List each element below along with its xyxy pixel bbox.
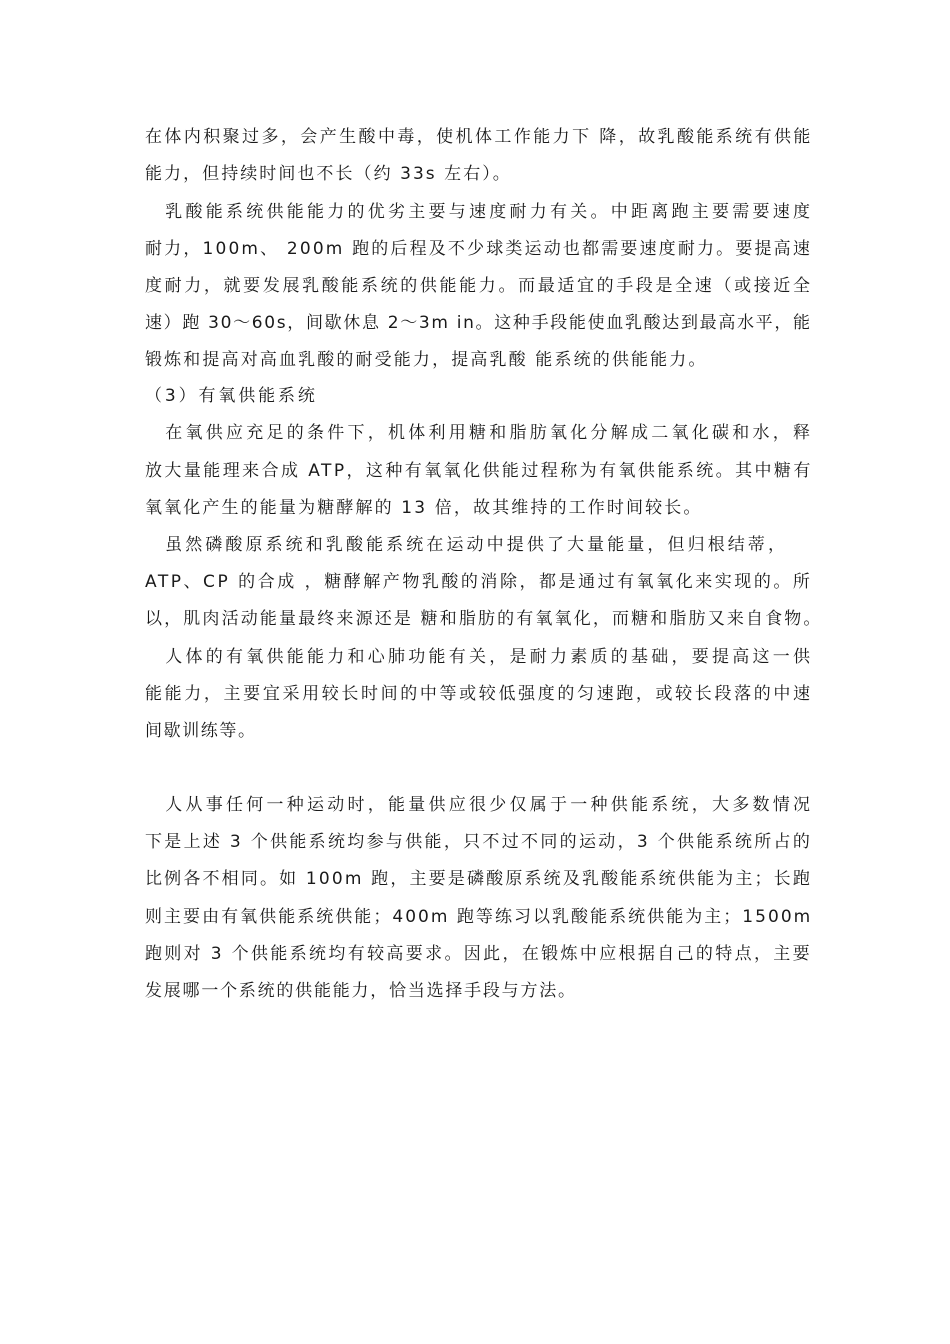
text-line: 则主要由有氧供能系统供能；400m 跑等练习以乳酸能系统供能为主；1500m (145, 907, 813, 927)
text-line: 放大量能理来合成 ATP，这种有氧氧化供能过程称为有氧供能系统。其中糖有 (145, 461, 813, 481)
text-line: 比例各不相同。如 100m 跑，主要是磷酸原系统及乳酸能系统供能为主；长跑 (145, 869, 812, 889)
text-line: 以，肌肉活动能量最终来源还是 糖和脂肪的有氧氧化，而糖和脂肪又来自食物。 (145, 609, 823, 629)
text-line: 间歇训练等。 (145, 721, 257, 741)
section-heading: （3）有氧供能系统 (145, 386, 318, 406)
text-line: 速）跑 30～60s，间歇休息 2～3m in。这种手段能使血乳酸达到最高水平，能 (145, 313, 812, 333)
text-line: 人体的有氧供能能力和心肺功能有关，是耐力素质的基础，要提高这一供 (145, 647, 814, 667)
text-line: ATP、CP 的合成 ，糖酵解产物乳酸的消除，都是通过有氧氧化来实现的。所 (145, 572, 813, 592)
text-line: 氧氧化产生的能量为糖酵解的 13 倍，故其维持的工作时间较长。 (145, 498, 703, 518)
text-line: 乳酸能系统供能能力的优劣主要与速度耐力有关。中距离跑主要需要速度 (145, 202, 814, 222)
text-line: 在体内积聚过多，会产生酸中毒，使机体工作能力下 降，故乳酸能系统有供能 (145, 127, 813, 147)
text-line: 虽然磷酸原系统和乳酸能系统在运动中提供了大量能量，但归根结蒂， (145, 535, 789, 555)
text-line: 度耐力，就要发展乳酸能系统的供能能力。而最适宜的手段是全速（或接近全 (145, 276, 813, 296)
text-line: 在氧供应充足的条件下，机体利用糖和脂肪氧化分解成二氧化碳和水，释 (145, 423, 814, 443)
text-line: 跑则对 3 个供能系统均有较高要求。因此，在锻炼中应根据自己的特点，主要 (145, 944, 812, 964)
text-line: 能能力，主要宜采用较长时间的中等或较低强度的匀速跑，或较长段落的中速 (145, 684, 813, 704)
text-line: 下是上述 3 个供能系统均参与供能，只不过不同的运动，3 个供能系统所占的 (145, 832, 813, 852)
text-line: 发展哪一个系统的供能能力，恰当选择手段与方法。 (145, 981, 577, 1001)
text-line: 人从事任何一种运动时，能量供应很少仅属于一种供能系统，大多数情况 (145, 795, 814, 815)
text-line: 锻炼和提高对高血乳酸的耐受能力，提高乳酸 能系统的供能能力。 (145, 350, 708, 370)
text-line: 能力，但持续时间也不长（约 33s 左右）。 (145, 164, 512, 184)
text-line: 耐力，100m、 200m 跑的后程及不少球类运动也都需要速度耐力。要提高速 (145, 239, 812, 259)
